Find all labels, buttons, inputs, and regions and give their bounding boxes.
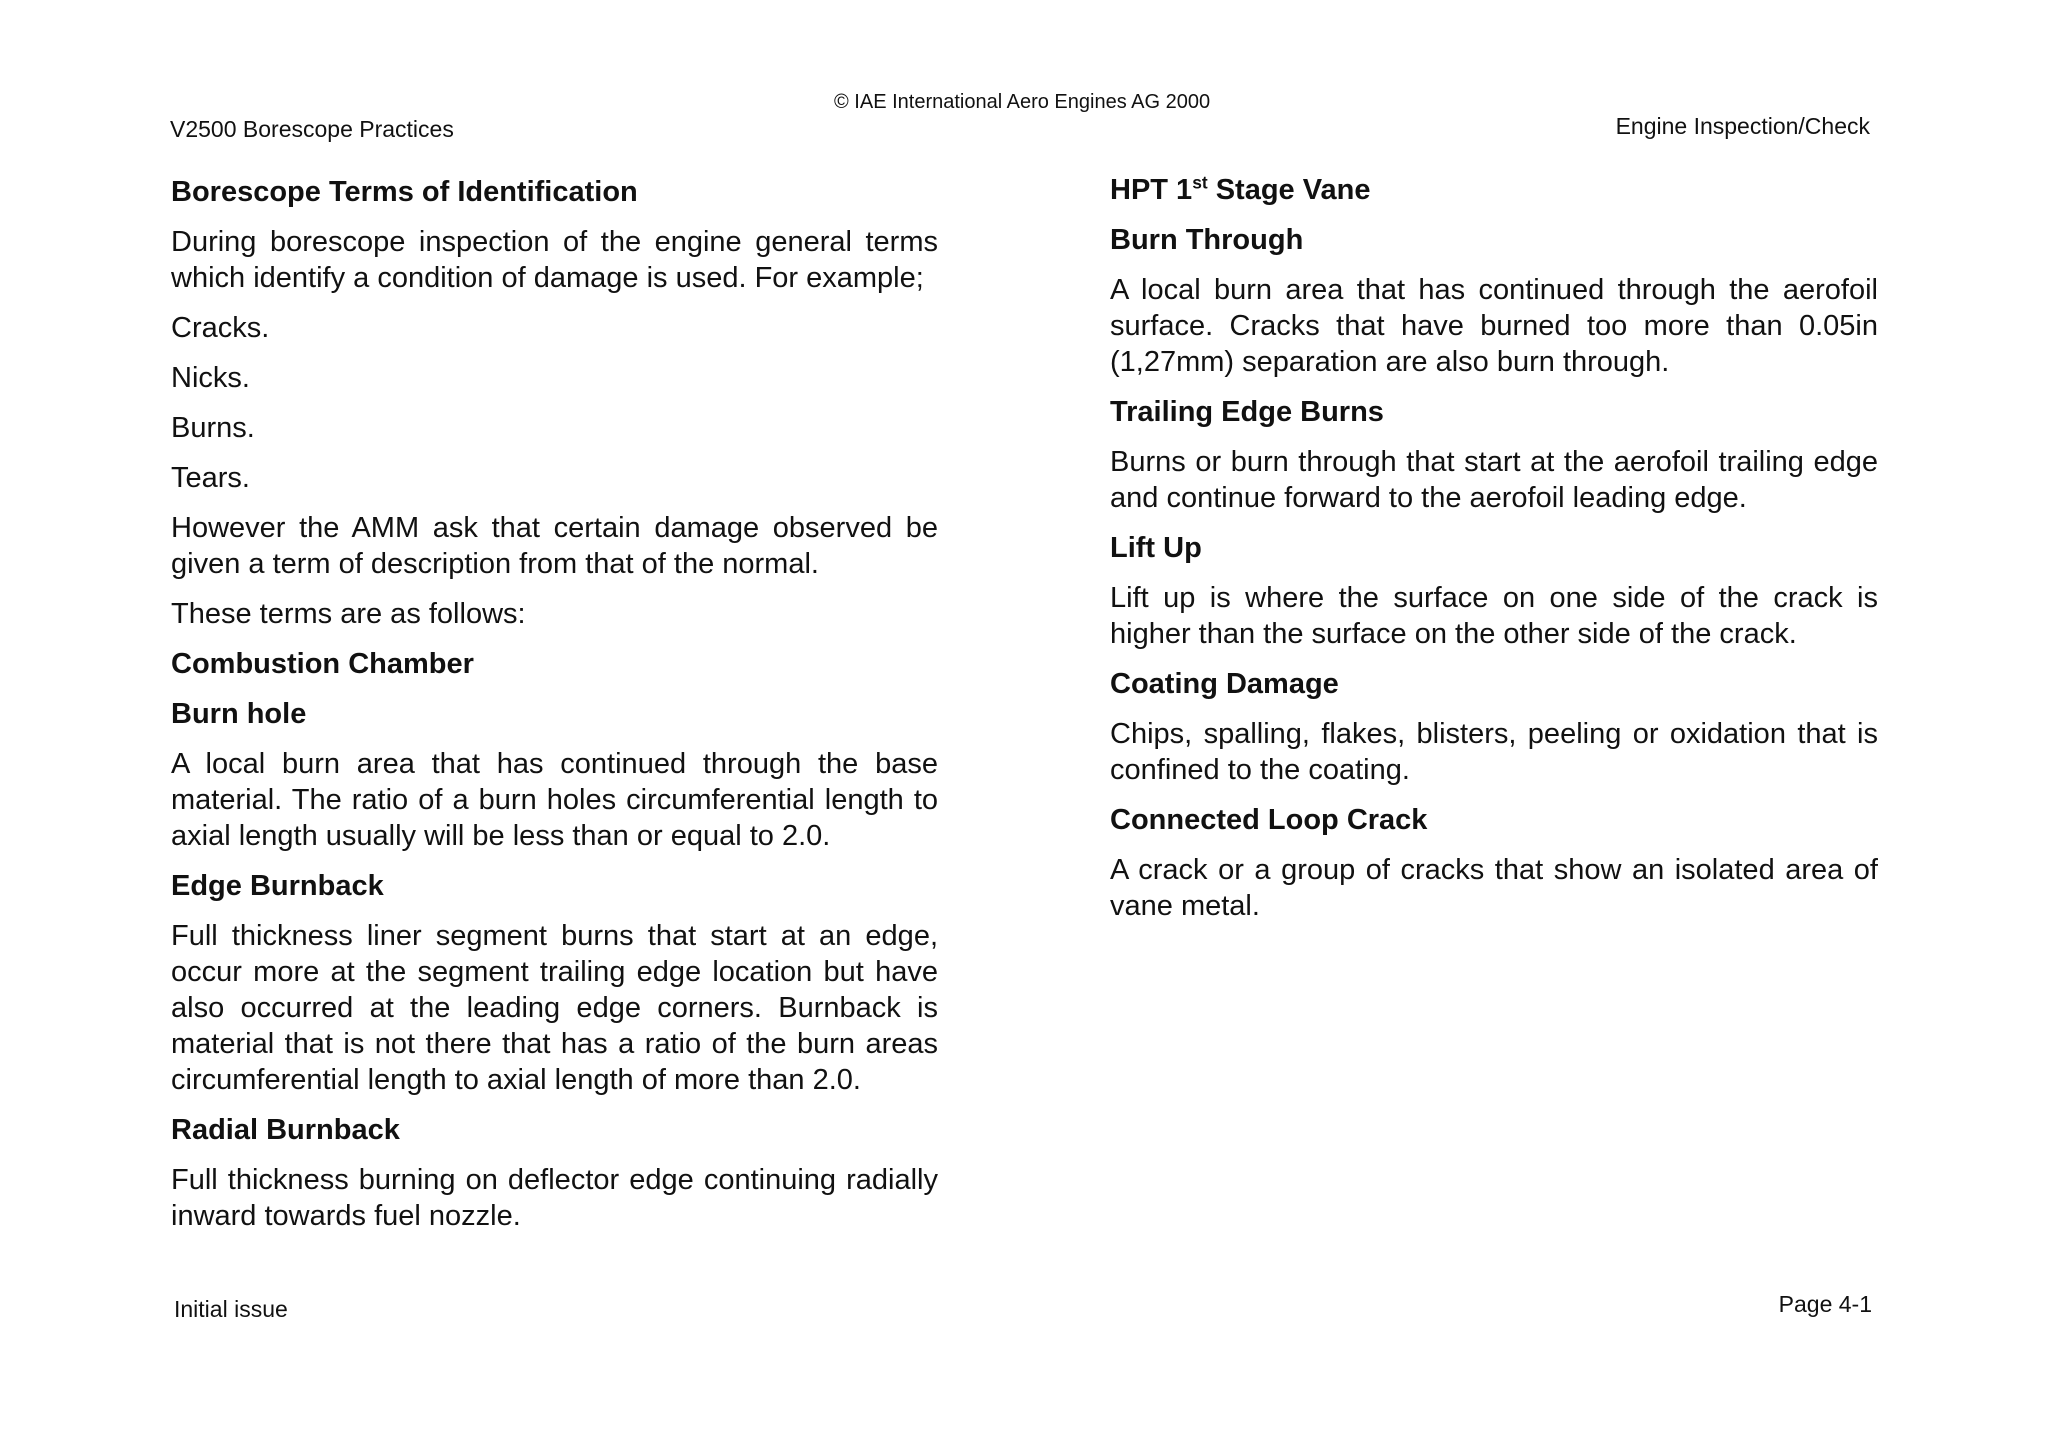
header-document-title: V2500 Borescope Practices bbox=[170, 116, 454, 142]
left-column bbox=[171, 174, 938, 1248]
right-column bbox=[1110, 172, 1878, 938]
example-item: Cracks. bbox=[171, 312, 270, 344]
intro-paragraph: During borescope inspection of the engine general terms which identify a condition of damage is used. For example; bbox=[171, 226, 938, 294]
right-title-superscript: st bbox=[1192, 172, 1208, 193]
right-title bbox=[1110, 172, 1878, 208]
example-item: Burns. bbox=[171, 412, 255, 444]
footer-issue: Initial issue bbox=[174, 1296, 288, 1322]
term-definition: Burns or burn through that start at the aerofoil trailing edge and continue forward to the aerofoil leading edge. bbox=[1110, 446, 1878, 514]
term-heading: Burn Through bbox=[1110, 224, 1304, 256]
term-heading: Radial Burnback bbox=[171, 1114, 400, 1146]
term-definition: A crack or a group of cracks that show an isolated area of vane metal. bbox=[1110, 854, 1878, 922]
term-definition: Full thickness liner segment burns that start at an edge, occur more at the segment trailing edge location but have also occurred at the leading edge corners. Burnback is material that is not there that has a ratio of the burn areas circumferential length to axial length of more than 2.0. bbox=[171, 920, 938, 1096]
term-definition: Chips, spalling, flakes, blisters, peeling or oxidation that is confined to the coating. bbox=[1110, 718, 1878, 786]
footer-page-number: Page 4-1 bbox=[1778, 1291, 1872, 1317]
term-definition: Lift up is where the surface on one side of the crack is higher than the surface on the other side of the crack. bbox=[1110, 582, 1878, 650]
term-definition: Full thickness burning on deflector edge continuing radially inward towards fuel nozzle. bbox=[171, 1164, 938, 1232]
right-title-main: HPT 1 bbox=[1110, 174, 1193, 206]
example-item: Tears. bbox=[171, 462, 250, 494]
term-heading: Lift Up bbox=[1110, 532, 1202, 564]
term-heading: Trailing Edge Burns bbox=[1110, 396, 1384, 428]
example-item: Nicks. bbox=[171, 362, 250, 394]
left-title: Borescope Terms of Identification bbox=[171, 176, 638, 208]
header-section-title: Engine Inspection/Check bbox=[1615, 113, 1870, 139]
header-copyright: © IAE International Aero Engines AG 2000 bbox=[834, 91, 1211, 113]
section-heading: Combustion Chamber bbox=[171, 648, 474, 680]
term-definition: A local burn area that has continued through the base material. The ratio of a burn holes circumferential length to axial length usually will be less than or equal to 2.0. bbox=[171, 748, 938, 852]
right-title-rest: Stage Vane bbox=[1207, 174, 1371, 206]
term-heading: Edge Burnback bbox=[171, 870, 384, 902]
term-heading: Burn hole bbox=[171, 698, 307, 730]
term-heading: Connected Loop Crack bbox=[1110, 804, 1428, 836]
term-definition: A local burn area that has continued through the aerofoil surface. Cracks that have burned too more than 0.05in (1,27mm) separation are also burn through. bbox=[1110, 274, 1878, 378]
term-heading: Coating Damage bbox=[1110, 668, 1339, 700]
amm-paragraph: However the AMM ask that certain damage observed be given a term of description from that of the normal. bbox=[171, 512, 938, 580]
terms-intro: These terms are as follows: bbox=[171, 598, 526, 630]
